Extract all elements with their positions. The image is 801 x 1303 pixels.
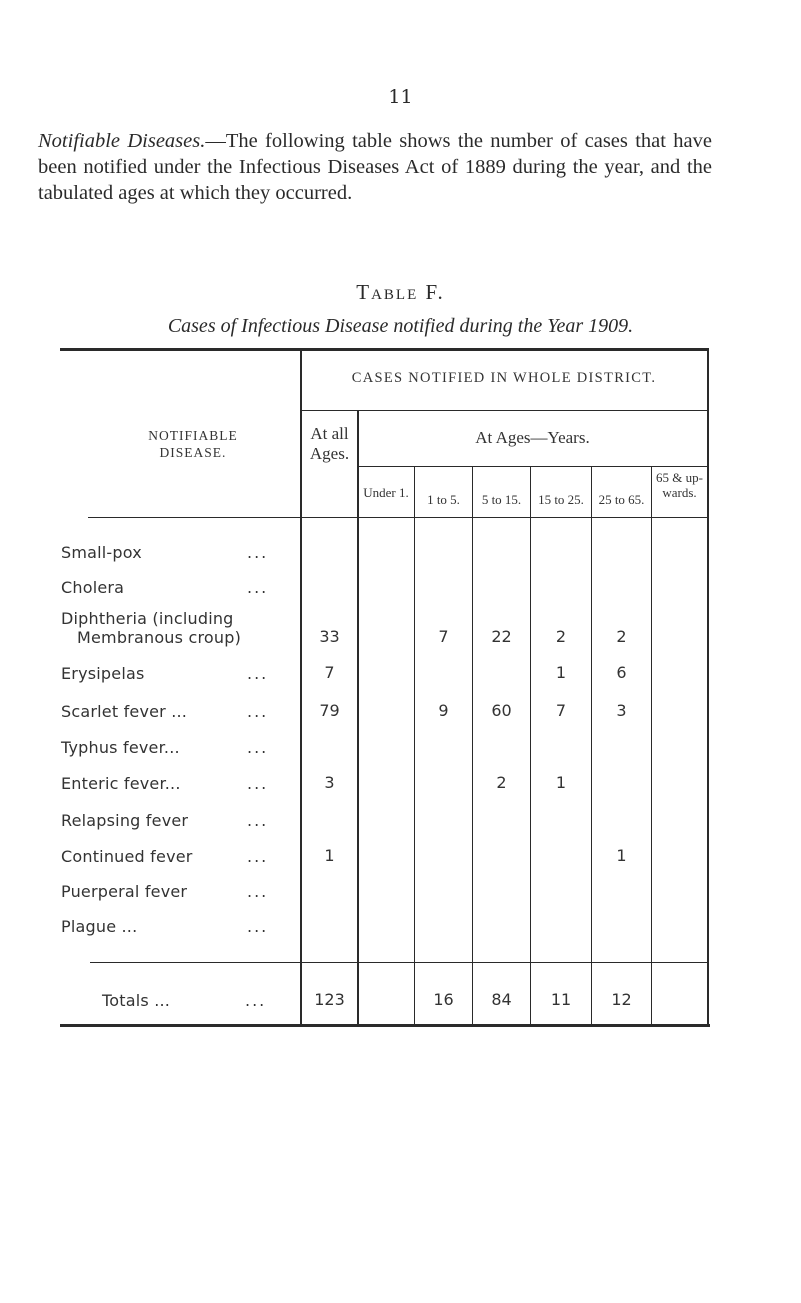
totals-rule [90, 962, 708, 963]
disease-label [61, 663, 301, 684]
col-divider-3 [530, 467, 531, 1026]
ages-header: At Ages—Years. [475, 428, 590, 447]
disease-name: Cholera [61, 578, 125, 597]
disease-label [61, 881, 301, 902]
disease-label [61, 810, 301, 831]
col-divider-2 [472, 467, 473, 1026]
cell-age: 2 [496, 773, 507, 792]
disease-name: Continued fever [61, 847, 193, 866]
totals-age: 11 [550, 990, 572, 1009]
table-top-rule [60, 348, 708, 351]
leader-dots: ... [247, 738, 269, 757]
disease-name: Relapsing fever [61, 811, 189, 830]
col-divider-5 [651, 467, 652, 1026]
leader-dots: ... [245, 991, 267, 1010]
disease-label [61, 737, 301, 758]
totals-all-ages: 123 [314, 990, 345, 1009]
cell-age: 1 [555, 663, 567, 682]
disease-name: Plague ... [61, 917, 138, 936]
disease-name: Scarlet fever ... [61, 702, 188, 721]
totals-name: Totals ... [102, 991, 171, 1010]
disease-label-continued [77, 627, 317, 648]
cell-age: 1 [616, 846, 627, 865]
disease-name: Erysipelas [61, 664, 145, 683]
cell-age: 9 [438, 701, 449, 720]
leader-dots: ... [247, 811, 269, 830]
cell-age: 1 [555, 773, 567, 792]
totals-age: 12 [611, 990, 632, 1009]
table-right-border [707, 348, 709, 1026]
table-title: Table F. [356, 280, 445, 304]
table-bottom-rule [60, 1024, 710, 1027]
leader-dots: ... [247, 882, 269, 901]
table-caption: Cases of Infectious Disease notified during the Year 1909. [167, 315, 634, 337]
totals-age: 84 [491, 990, 512, 1009]
ages-header-rule [358, 466, 707, 467]
disease-header: NOTIFIABLE DISEASE. [148, 428, 238, 460]
header-bottom-rule [88, 517, 708, 518]
disease-name: Diphtheria (including [61, 609, 234, 628]
cell-age: 2 [555, 627, 567, 646]
leader-dots: ... [247, 702, 269, 721]
intro-paragraph [38, 128, 712, 206]
col-divider-1 [414, 467, 415, 1026]
group-header: CASES NOTIFIED IN WHOLE DISTRICT. [351, 370, 657, 386]
cell-age: 2 [616, 627, 627, 646]
leader-dots: ... [247, 543, 269, 562]
age-col-1-to-5: 1 to 5. [427, 492, 460, 507]
disease-name: Typhus fever... [61, 738, 180, 757]
cell-age: 3 [616, 701, 627, 720]
age-col-under-1: Under 1. [363, 485, 409, 500]
disease-label [61, 577, 301, 598]
all-ages-header: At all Ages. [309, 424, 350, 463]
intro-text: —The following table shows the number of cases that have been notified under the Infectious Diseases Act of 1889 during the year, and the tabulated ages at which they occurred. [38, 130, 712, 204]
col-divider-allages [357, 411, 359, 1026]
intro-lead: Notifiable Diseases. [38, 130, 206, 152]
age-col-15-to-25: 15 to 25. [538, 492, 584, 507]
disease-label [61, 701, 301, 722]
cell-all-ages: 79 [319, 701, 340, 720]
cell-all-ages: 33 [319, 627, 340, 646]
leader-dots: ... [247, 664, 269, 683]
disease-label [61, 608, 301, 629]
cell-age: 60 [491, 701, 512, 720]
disease-label [61, 773, 301, 794]
leader-dots: ... [247, 847, 269, 866]
cell-age: 22 [491, 627, 512, 646]
disease-name: Puerperal fever [61, 882, 188, 901]
cell-age: 7 [438, 627, 449, 646]
leader-dots: ... [247, 917, 269, 936]
col-divider-4 [591, 467, 592, 1026]
age-col-5-to-15: 5 to 15. [481, 492, 522, 507]
cell-all-ages: 3 [324, 773, 335, 792]
cell-all-ages: 7 [324, 663, 335, 682]
cell-age: 7 [555, 701, 567, 720]
leader-dots: ... [247, 774, 269, 793]
disease-name-continued: Membranous croup) [77, 628, 242, 647]
cell-all-ages: 1 [324, 846, 335, 865]
age-col-65-upwards: 65 & up-wards. [656, 470, 703, 500]
disease-name: Small-pox [61, 543, 142, 562]
cell-age: 6 [616, 663, 627, 682]
page-number: 11 [388, 86, 413, 108]
age-col-25-to-65: 25 to 65. [598, 492, 645, 507]
leader-dots: ... [247, 578, 269, 597]
disease-name: Enteric fever... [61, 774, 181, 793]
disease-label [61, 916, 301, 937]
totals-age: 16 [433, 990, 454, 1009]
disease-label [61, 542, 301, 563]
group-header-rule [301, 410, 707, 411]
disease-label [61, 846, 301, 867]
